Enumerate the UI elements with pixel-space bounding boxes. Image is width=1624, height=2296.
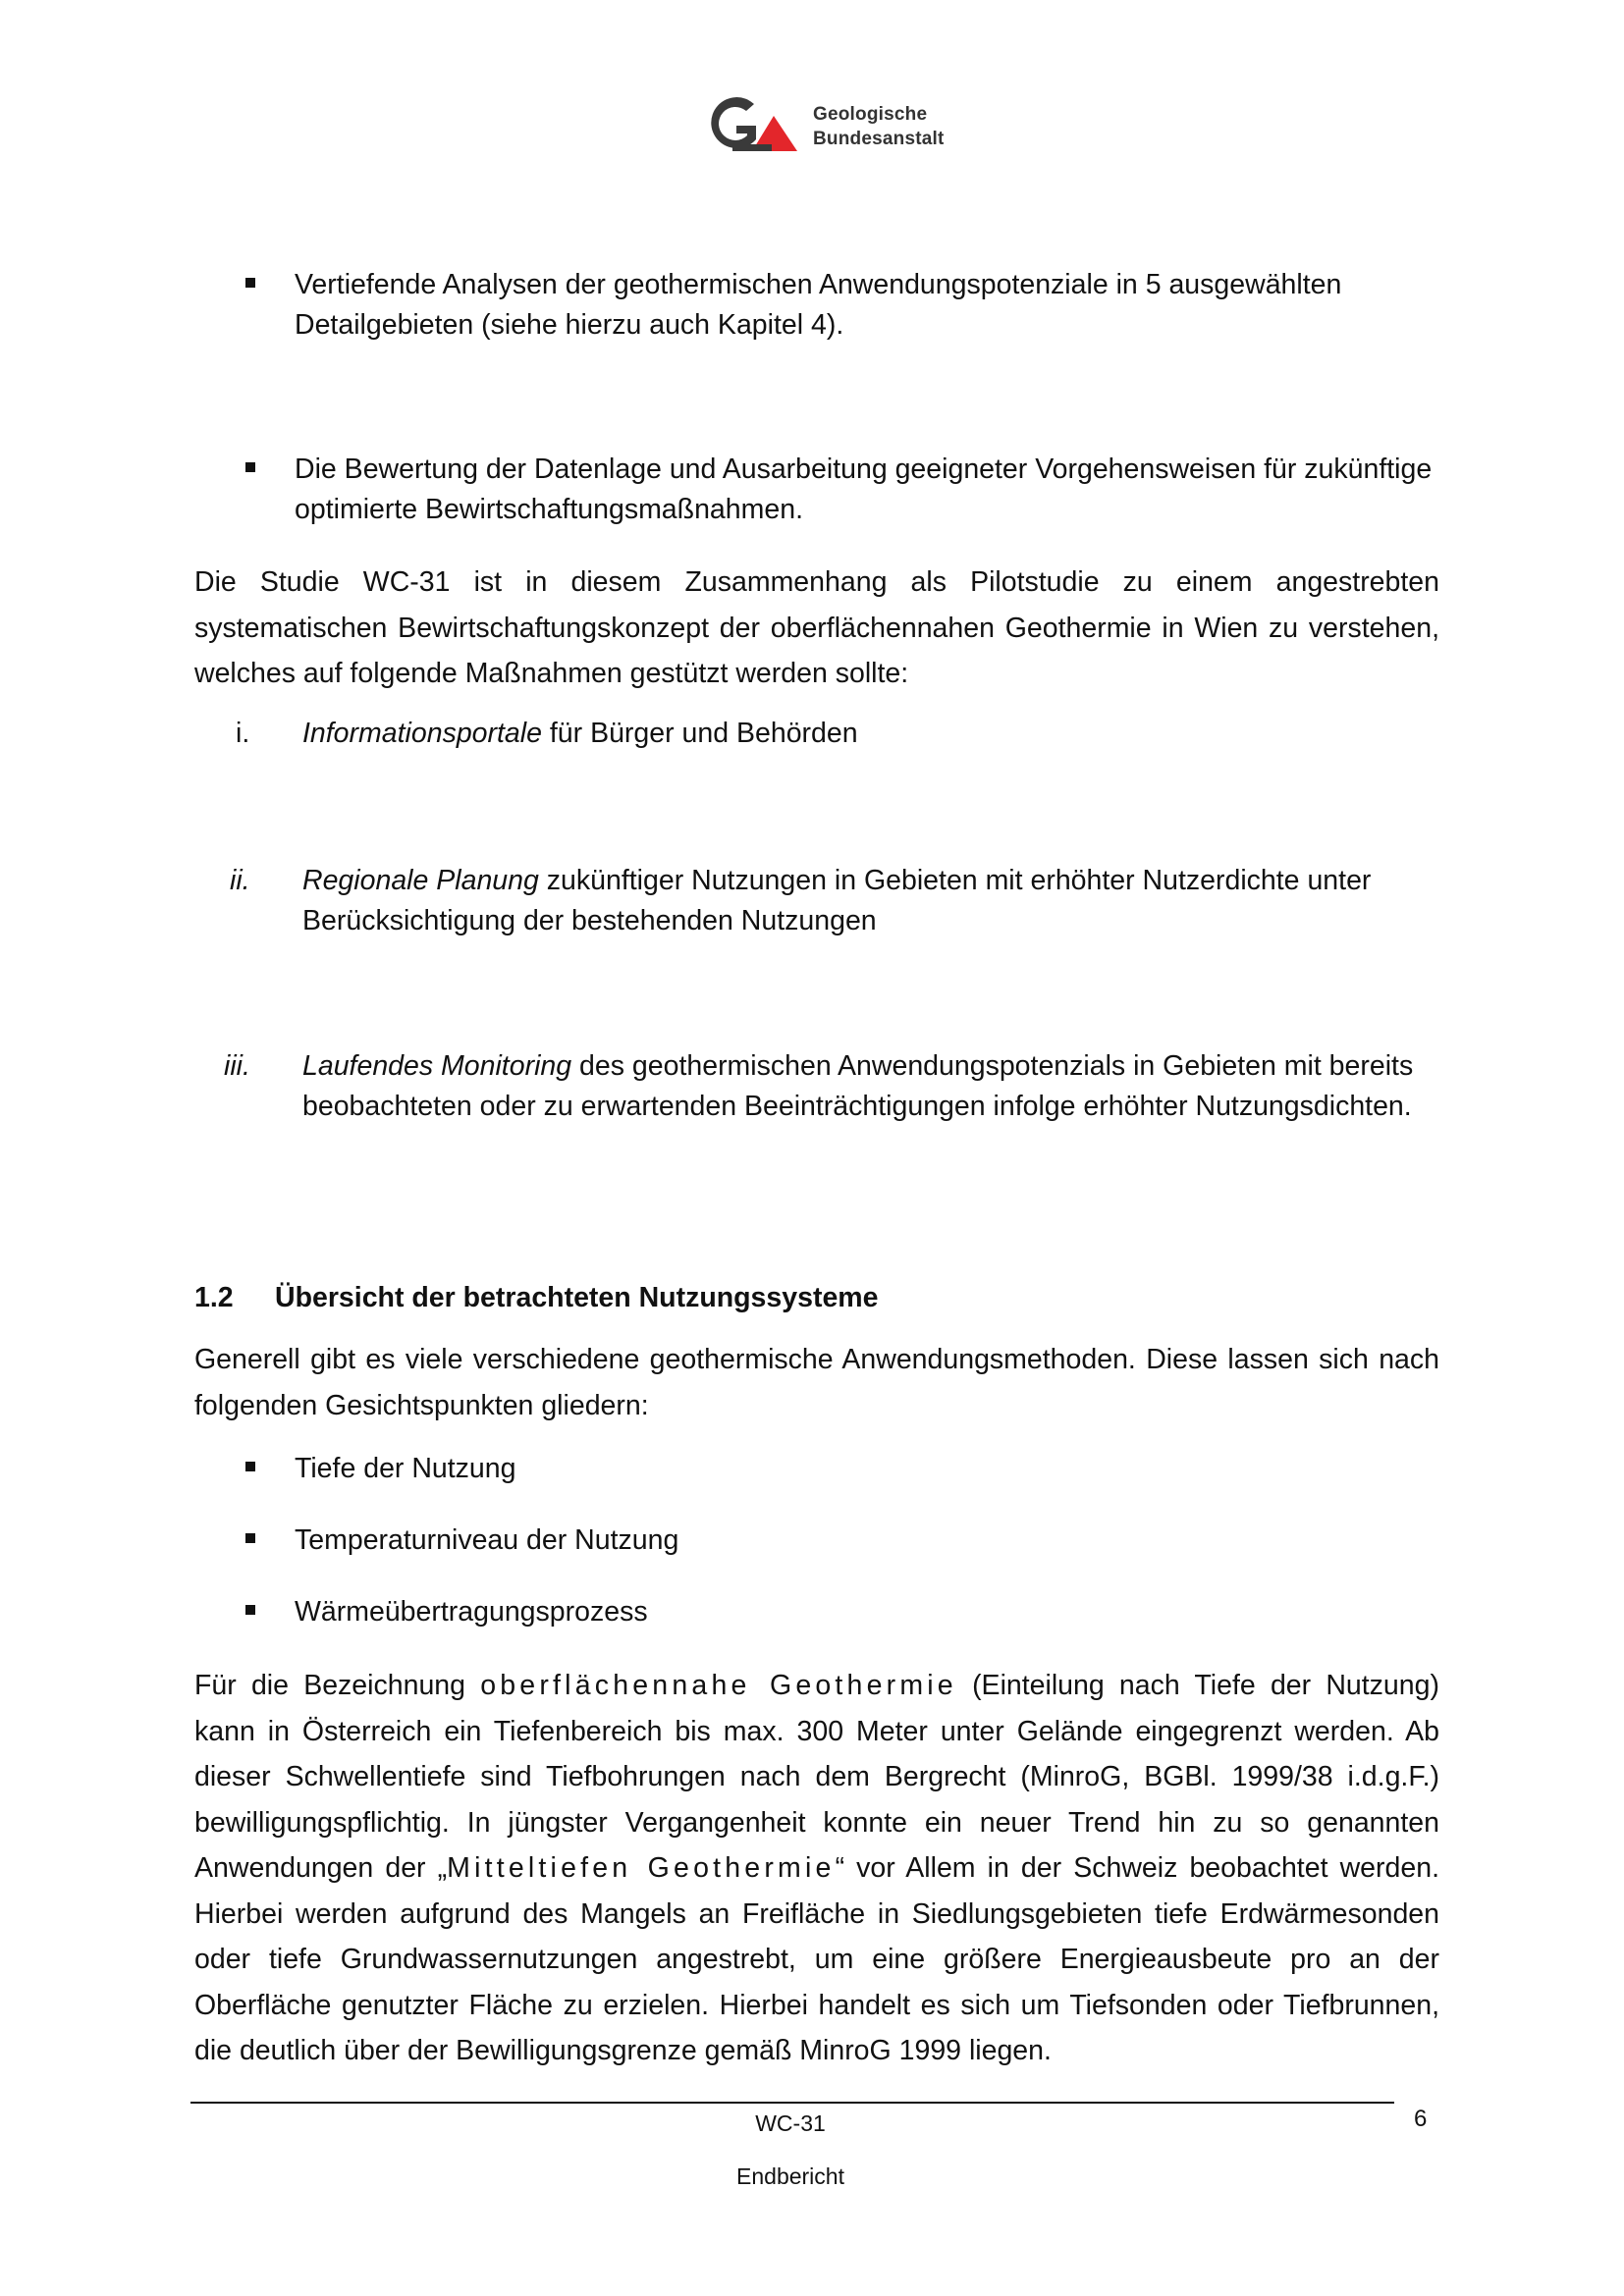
square-bullet-icon: [245, 1462, 255, 1471]
measure-rest: zukünftiger Nutzungen in Gebieten mit erhöhter Nutzerdichte unter Berücksichtigung der bestehenden Nutzungen: [302, 865, 1372, 936]
section-number: 1.2: [194, 1282, 234, 1313]
bullet-item: [194, 450, 1439, 530]
footer-rule: [190, 2102, 1394, 2104]
measure-rest: für Bürger und Behörden: [541, 718, 858, 749]
square-bullet-icon: [245, 1533, 255, 1543]
measure-number: iii.: [224, 1050, 250, 1082]
logo-line-2: Bundesanstalt: [813, 129, 945, 149]
bullet-item: [194, 265, 1439, 346]
paragraph-part: (Einteilung nach Tiefe der Nutzung) kann in Österreich ein Tiefenbereich bis max. 300 Meter unter Gelände eingegrenzt werden. Ab dieser Schwellentiefe sind Tiefbohrungen nach dem Bergrecht (MinroG, BGBl. 1999/38 i.d.g.F.) bewilligungspflichtig. In jüngster Vergangenheit konnte ein neuer Trend hin zu so genannten Anwendungen der „: [194, 1670, 1439, 1884]
footer-code: WC-31: [755, 2110, 826, 2136]
measure-text: [302, 1046, 1439, 1127]
measure-term: Informationsportale: [302, 718, 542, 749]
criteria-text: Tiefe der Nutzung: [295, 1453, 516, 1484]
square-bullet-icon: [245, 278, 255, 288]
bullet-text: Die Bewertung der Datenlage und Ausarbeitung geeigneter Vorgehensweisen für zukünftige optimierte Bewirtschaftungsmaßnahmen.: [295, 454, 1433, 525]
measure-term: Laufendes Monitoring: [302, 1050, 572, 1082]
criteria-item: [194, 1521, 1439, 1561]
section-heading: [194, 1278, 1439, 1317]
bullet-text: Vertiefende Analysen der geothermischen Anwendungspotenziale in 5 ausgewählten Detailgebieten (siehe hierzu auch Kapitel 4).: [295, 269, 1342, 341]
paragraph-term: oberflächennahe Geothermie: [480, 1670, 957, 1701]
paragraph-term: Mitteltiefen Geothermie: [447, 1852, 836, 1884]
criteria-text: Wärmeübertragungsprozess: [295, 1596, 648, 1628]
footer-doc-type: Endbericht: [736, 2163, 844, 2189]
section-title: Übersicht der betrachteten Nutzungssysteme: [275, 1282, 879, 1313]
logo-line-1: Geologische: [813, 104, 928, 125]
paragraph-part: Für die Bezeichnung: [194, 1670, 481, 1701]
criteria-item: [194, 1592, 1439, 1632]
paragraph-part: “ vor Allem in der Schweiz beobachtet werden. Hierbei werden aufgrund des Mangels an Freifläche in Siedlungsgebieten tiefe Erdwärmesonden oder tiefe Grundwassernutzungen angestrebt, um eine größere Energieausbeute pro an der Oberfläche genutzter Fläche zu erzielen. Hierbei handelt es sich um Tiefsonden oder Tiefbrunnen, die deutlich über der Bewilligungsgrenze gemäß MinroG 1999 liegen.: [194, 1852, 1439, 2066]
measure-item: [194, 861, 1439, 941]
gba-logo: [703, 94, 948, 163]
measure-item: [194, 714, 1439, 754]
square-bullet-icon: [245, 1605, 255, 1615]
geothermie-paragraph: [194, 1663, 1439, 2074]
measure-item: [194, 1046, 1439, 1127]
gba-logo-mark-icon: [703, 94, 811, 155]
criteria-item: [194, 1449, 1439, 1489]
measure-number: i.: [236, 718, 250, 749]
measure-rest: des geothermischen Anwendungspotenzials in Gebieten mit bereits beobachteten oder zu erwartenden Beeinträchtigungen infolge erhöhter Nutzungsdichten.: [302, 1050, 1414, 1122]
section-lead: Generell gibt es viele verschiedene geothermische Anwendungsmethoden. Diese lassen sich nach folgenden Gesichtspunkten gliedern:: [194, 1344, 1439, 1421]
page-number: 6: [1414, 2106, 1428, 2132]
measure-number: ii.: [230, 865, 250, 896]
measure-text: [302, 861, 1439, 941]
criteria-text: Temperaturniveau der Nutzung: [295, 1524, 679, 1556]
measure-text: [302, 714, 1439, 754]
intro-paragraph: Die Studie WC-31 ist in diesem Zusammenhang als Pilotstudie zu einem angestrebten systematischen Bewirtschaftungskonzept der oberflächennahen Geothermie in Wien zu verstehen, welches auf folgende Maßnahmen gestützt werden sollte:: [194, 566, 1439, 689]
square-bullet-icon: [245, 462, 255, 472]
measure-term: Regionale Planung: [302, 865, 539, 896]
logo-text: [813, 102, 945, 151]
